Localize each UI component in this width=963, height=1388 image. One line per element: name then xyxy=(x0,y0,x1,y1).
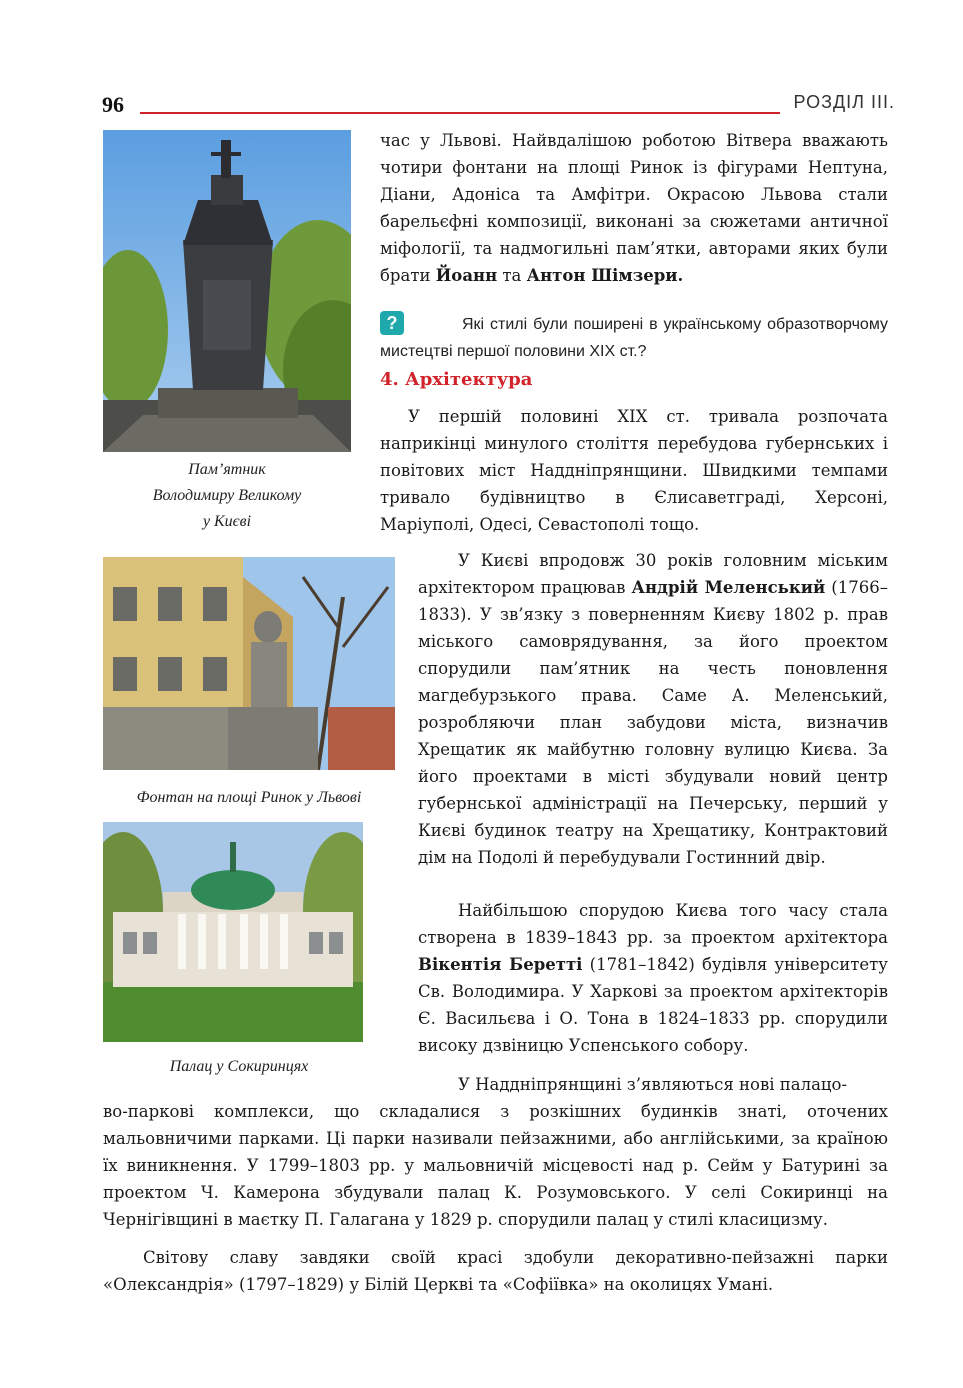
text-run: Найбільшою спорудою Києва того часу стала створена в 1839–1843 рр. за проектом архітектора xyxy=(418,901,888,947)
caption-line: Володимиру Великому xyxy=(152,487,302,504)
paragraph-parks-first-line: У Наддніпрянщині з’являються нові палацо- xyxy=(458,1075,848,1094)
text-run: час у Львові. Найвдалішою роботою Вітвера вважають чотири фонтани на площі Ринок із фігурами Нептуна, Діани, Адоніса та Амфітри. Окрасою Львова стали барельєфні композиції, виконані за сюжетами античної міфології, та надмогильні пам’ятки, авторами яких були брати xyxy=(380,131,888,285)
header-rule xyxy=(140,112,780,114)
bold-name: Вікентія Беретті xyxy=(418,955,583,974)
paragraph-parks: во-паркові комплекси, що складалися з розкішних будинків знаті, оточених мальовничими парками. Ці парки називали пейзажними, або англійськими, за країною їх виникнення. У 1799–1803 рр. у мальовничій місцевості над р. Сейм у Батурині за проектом Ч. Камерона збудували палац К. Розумовського. У селі Сокиринці на Чернігівщині в маєтку П. Галагана у 1829 р. спорудили палац у стилі класицизму. xyxy=(103,1102,888,1229)
question-text: Які стилі були поширені в українському образотворчому мистецтві першої половини ХІХ ст.? xyxy=(380,316,888,360)
caption-fountain: Фонтан на площі Ринок у Львові xyxy=(136,789,362,806)
page-number: 96 xyxy=(102,92,124,117)
text-run: (1766–1833). У зв’язку з поверненням Києву 1802 р. прав міського самоврядування, за його проектом спорудили пам’ятник на честь поновлення магдебурзького права. Саме А. Меленський, розробляючи план забудови міста, визначив Хрещатик як майбутню головну вулицю Києва. За його проектами в місті збудували новий центр губернської адміністрації на Печерську, перший у Києві будинок театру на Хрещатику, Контрактовий дім на Подолі й перебудували Гостинний двір. xyxy=(418,578,888,867)
text-run: У першій половині ХІХ ст. тривала розпочата наприкінці минулого століття перебудова губернських і повітових міст Наддніпрянщини. Швидкими темпами тривало будівництво в Єлисаветграді, Херсоні, Маріуполі, Одесі, Севастополі тощо. xyxy=(380,407,888,534)
caption-palace: Палац у Сокиринцях xyxy=(169,1058,309,1075)
paragraph-cities xyxy=(380,403,888,538)
section-label: РОЗДІЛ ІІІ. xyxy=(793,92,895,112)
question-icon: ? xyxy=(380,311,404,335)
text-run: У Києві впродовж 30 років головним міським архітектором працював xyxy=(418,551,888,597)
bold-name: Андрій Меленський xyxy=(631,578,826,597)
text-run: та xyxy=(497,266,527,285)
paragraph-beretti xyxy=(418,897,888,1059)
photo-rynok-fountain xyxy=(103,557,395,770)
caption-line: у Києві xyxy=(202,513,252,530)
text-run: (1781–1842) будівля університету Св. Володимира. У Харкові за проектом архітекторів Є. Васильєва і О. Тона в 1824–1833 рр. спорудили високу дзвіницю Успенського собору. xyxy=(418,955,889,1055)
bold-name: Йоанн xyxy=(435,266,498,285)
photo-sokyryntsi-palace xyxy=(103,822,363,1042)
bold-name: Антон Шімзери. xyxy=(526,266,684,285)
paragraph-melensky xyxy=(418,547,888,871)
paragraph-famous-parks: Світову славу завдяки своїй красі здобули декоративно-пейзажні парки «Олександрія» (1797–1829) у Білій Церкві та «Софіївка» на околицях Умані. xyxy=(103,1248,888,1294)
section-heading: 4. Архітектура xyxy=(380,369,533,390)
paragraph-lviv-sculpture xyxy=(380,127,888,289)
caption-monument xyxy=(103,457,351,535)
caption-line: Пам’ятник xyxy=(188,461,266,478)
photo-volodymyr-monument xyxy=(103,130,351,452)
